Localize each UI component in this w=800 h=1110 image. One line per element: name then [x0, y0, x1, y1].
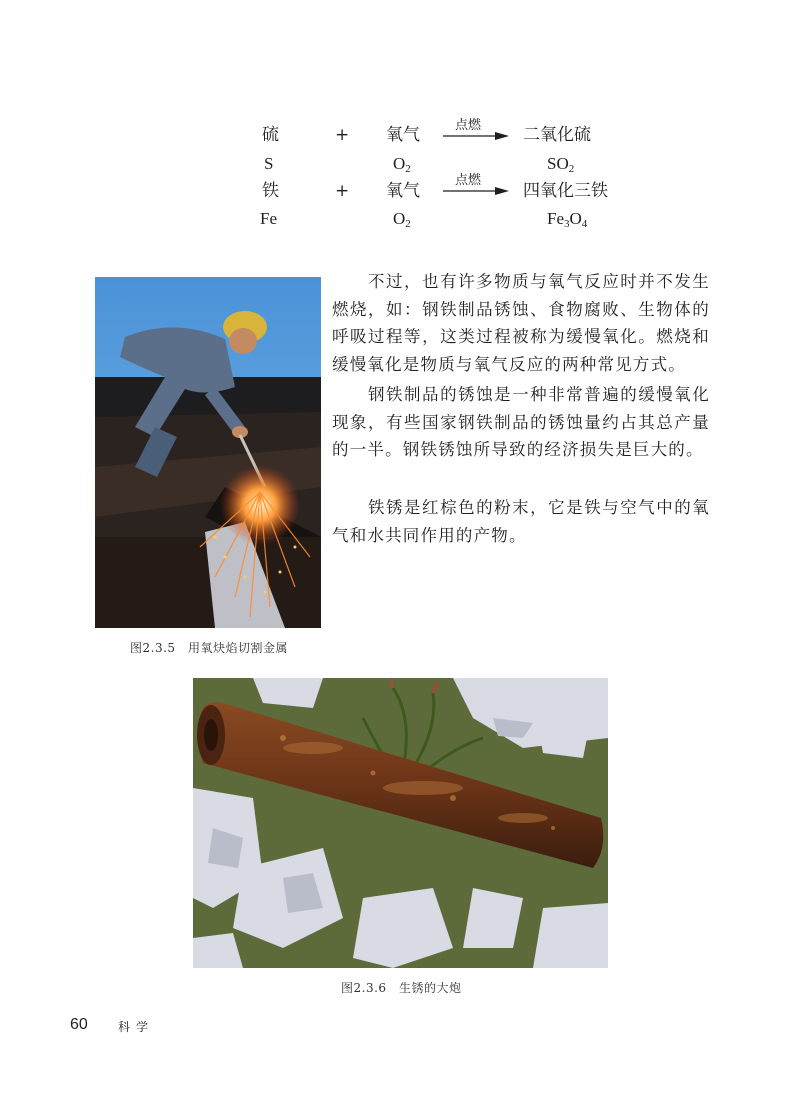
plus-sign: +	[335, 125, 350, 145]
reaction-arrow-icon	[443, 186, 509, 196]
rusty-cannon-photo	[193, 678, 608, 968]
oxyacetylene-cutting-photo	[95, 277, 321, 628]
reaction-condition: 点燃	[455, 173, 482, 188]
product-sulfur-dioxide: 二氧化硫	[523, 125, 591, 145]
formula-o2: $O_2$	[393, 154, 411, 175]
reactant-sulfur: 硫	[262, 125, 279, 145]
formula-so2: $SO_2$	[547, 154, 575, 175]
reactant-iron: 铁	[262, 181, 279, 201]
figure-caption: 图2.3.5 用氧炔焰切割金属	[130, 641, 289, 655]
reaction-condition: 点燃	[455, 118, 482, 133]
formula-fe3o4: $Fe_3O_4$	[547, 209, 588, 230]
formula-fe: Fe	[260, 209, 277, 228]
reactant-oxygen: 氧气	[386, 125, 420, 145]
reactant-oxygen: 氧气	[386, 181, 420, 201]
formula-s: S	[264, 154, 274, 173]
figure-caption: 图2.3.6 生锈的大炮	[341, 981, 462, 995]
body-paragraph: 铁锈是红棕色的粉末，它是铁与空气中的氧气和水共同作用的产物。	[332, 498, 710, 545]
body-paragraph: 钢铁制品的锈蚀是一种非常普遍的缓慢氧化现象，有些国家钢铁制品的锈蚀量约占其总产量的一半。钢铁锈蚀所导致的经济损失是巨大的。	[332, 385, 710, 459]
formula-o2: $O_2$	[393, 209, 411, 230]
reaction-arrow-icon	[443, 131, 509, 141]
plus-sign: +	[335, 181, 350, 201]
subject-label: 科学	[118, 1020, 155, 1034]
product-iron-oxide: 四氧化三铁	[523, 181, 608, 201]
page-number: 60	[70, 1016, 88, 1033]
body-paragraph: 不过，也有许多物质与氧气反应时并不发生燃烧，如：钢铁制品锈蚀、食物腐败、生物体的呼吸过程等，这类过程被称为缓慢氧化。燃烧和缓慢氧化是物质与氧气反应的两种常见方式。	[332, 272, 710, 374]
